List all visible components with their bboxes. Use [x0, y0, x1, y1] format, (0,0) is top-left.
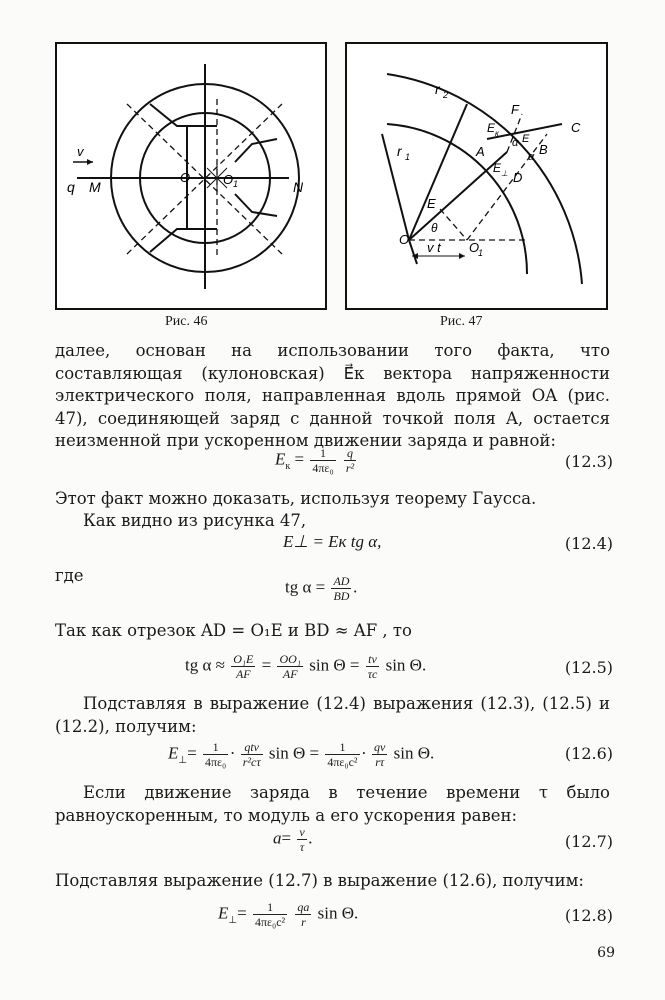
- eq5-n2: OO₁: [279, 652, 301, 666]
- label-C: C: [571, 120, 581, 135]
- label-O: O: [180, 170, 191, 185]
- label-O: O: [399, 232, 410, 247]
- eq7-den: τ: [299, 840, 305, 854]
- paragraph-1: далее, основан на использовании того факта, что составляющая (кулоновская) E⃗к вектора напряженности электрического поля, направленная вдоль прямой OA (рис. 47), соединяющей заряд с данной точкой поля A, остается неизменной при ускоренном движении заряда и равной:: [55, 341, 610, 450]
- equation-12-4: E⊥ = Eк tg α,: [283, 532, 382, 551]
- paragraph-2: Этот факт можно доказать, используя теорему Гаусса.: [55, 489, 537, 508]
- eq3-d1: 4πε₀: [312, 461, 334, 475]
- eq8-n1: 1: [253, 900, 287, 915]
- eq6-n2: qtv: [241, 740, 263, 755]
- figure-47-drawing: [347, 44, 606, 308]
- eq-number-12-5: (12.5): [564, 658, 613, 677]
- label-O1-sub: 1: [478, 248, 484, 258]
- eq-number-12-3: (12.3): [564, 452, 613, 471]
- eq3-lhs-sub: к: [285, 460, 291, 472]
- label-Eperp: E: [493, 161, 502, 175]
- eq6-n4: qv: [374, 740, 386, 754]
- eq7-num: v: [299, 825, 305, 839]
- caption-fig46: Рис. 46: [165, 314, 208, 329]
- eqtg-num: AD: [333, 574, 350, 588]
- caption-fig47: Рис. 47: [440, 314, 483, 329]
- page-number: 69: [597, 945, 615, 961]
- label-q: q: [67, 179, 75, 195]
- label-F: F: [511, 102, 519, 117]
- eq6-d4: rτ: [375, 755, 385, 769]
- eq5-d3: τc: [367, 667, 378, 681]
- equation-12-3: $E_к$ = $\frac{1}{\text{4πε₀}}$ $\frac{q}{\text{r²}}$: [275, 446, 355, 475]
- label-r2: r: [435, 81, 440, 97]
- label-B: B: [539, 142, 548, 157]
- figure-46-drawing: [57, 44, 325, 308]
- eq8-n2: qa: [297, 900, 310, 914]
- paragraph-5: Так как отрезок AD = O₁E и BD ≈ AF , то: [55, 621, 412, 640]
- equation-12-8: $E_\perp=$ $\frac{1}{\text{4πε₀c²}}$ $\frac{qa}{r}$ sin Θ.: [218, 900, 359, 929]
- eq-number-12-7: (12.7): [564, 832, 613, 851]
- label-D: D: [513, 170, 523, 185]
- label-Ek: E: [487, 121, 496, 135]
- label-O1: O: [469, 240, 480, 255]
- label-vt: v t: [427, 240, 441, 255]
- label-Eperp-sub: ⊥: [501, 169, 508, 178]
- eq-number-12-4: (12.4): [564, 534, 613, 553]
- eq3-d2: r²: [345, 461, 355, 475]
- label-E: E: [522, 133, 530, 145]
- eq5-n1: O₁E: [233, 652, 254, 666]
- eq3-n2: q: [344, 446, 356, 461]
- eq-number-12-8: (12.8): [564, 906, 613, 925]
- label-v: v: [77, 144, 84, 159]
- figure-46: [55, 42, 327, 310]
- eq6-d3: 4πε₀c²: [327, 755, 358, 769]
- eq8-d1: 4πε₀c²: [254, 915, 286, 929]
- eq3-lhs: E: [275, 449, 286, 469]
- paragraph-4: где: [55, 566, 84, 585]
- eq6-d2: r²cτ: [242, 755, 261, 769]
- equation-12-6: $E_\perp=$ $\frac{1}{\text{4πε₀}}$ · qtv r²cτ sin Θ = $\frac{1}{\text{4πε₀c²}}$ · $\frac{qv}{r\tau}$ sin Θ.: [168, 740, 435, 769]
- eq6-n3: 1: [325, 740, 359, 755]
- eq5-d1: AF: [235, 667, 251, 681]
- label-theta: θ: [431, 221, 438, 235]
- arc-r1: [387, 124, 527, 274]
- label-O1: O: [223, 172, 234, 187]
- eq5-d2: AF: [282, 667, 298, 681]
- paragraph-6: Подставляя в выражение (12.4) выражения (12.3), (12.5) и (12.2), получим:: [55, 694, 610, 736]
- label-O1-sub: 1: [233, 179, 239, 189]
- paragraph-7: Если движение заряда в течение времени τ было равноускоренным, то модуль a его ускорения равен:: [55, 783, 610, 825]
- label-N: N: [293, 179, 304, 195]
- label-point-E: E: [427, 196, 436, 211]
- eqtg-den: BD: [333, 589, 350, 603]
- equation-12-5: tg α ≈ $\frac{\text{O₁E}}{AF}$ = $\frac{\text{OO₁}}{AF}$ sin Θ = $\frac{tv}{\tau c}$ sin Θ.: [185, 652, 427, 681]
- figure-47: [345, 42, 608, 310]
- label-r1-sub: 1: [405, 152, 411, 162]
- paragraph-3: Как видно из рисунка 47,: [83, 511, 307, 530]
- equation-tg: tg α = $\frac{AD}{BD}$ .: [285, 574, 358, 603]
- label-Ek-sub: к: [495, 129, 499, 138]
- equation-12-7: a= $\frac{v}{\tau}$ .: [273, 825, 313, 854]
- eq6-n1: 1: [203, 740, 228, 755]
- label-alpha1: α: [512, 137, 519, 149]
- label-r1: r: [397, 143, 402, 159]
- paragraph-8: Подставляя выражение (12.7) в выражение (12.6), получим:: [55, 871, 584, 890]
- label-A: A: [476, 144, 485, 159]
- eq5-n3: tv: [366, 652, 380, 667]
- eq-number-12-6: (12.6): [564, 744, 613, 763]
- label-alpha2: α: [528, 151, 535, 163]
- label-r2-sub: 2: [443, 90, 449, 100]
- eq3-n1: 1: [310, 446, 335, 461]
- eq8-d2: r: [301, 915, 306, 929]
- arc-r2: [387, 74, 582, 284]
- label-M: M: [89, 179, 101, 195]
- eq6-d1: 4πε₀: [204, 755, 227, 769]
